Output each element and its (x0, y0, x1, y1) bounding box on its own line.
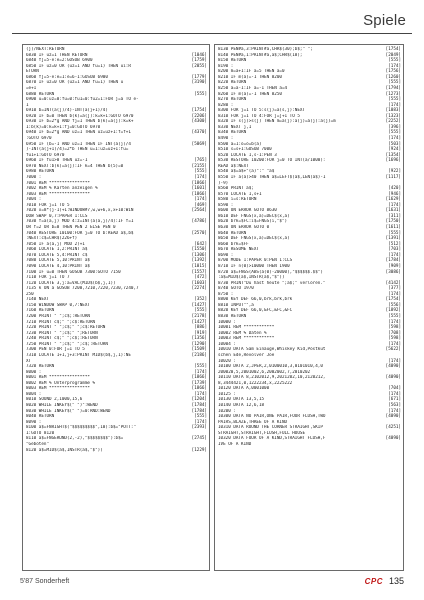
checksum: [1750] (385, 219, 401, 225)
code-text: READ a$:NEXT (218, 163, 249, 169)
checksum: [2745] (191, 436, 207, 442)
listing-line (26, 448, 207, 454)
code-text: :NEXT:c$=CHR$(226+f) (26, 236, 78, 242)
code-text: 10130 DATA 13,5,15 (218, 397, 265, 403)
checksum: [4090] (385, 364, 401, 370)
checksum: [4142] (385, 280, 401, 286)
checksum: [1794] (385, 85, 401, 91)
code-text: 8590 : (218, 202, 234, 208)
code-text: 1:GOTO 8120 (26, 430, 55, 436)
checksum: [174] (388, 102, 401, 108)
code-text: 8150 RETURN (218, 58, 247, 64)
checksum: [924] (388, 147, 401, 153)
checksum: [2393] (191, 425, 207, 431)
code-text: 1:b(k)=0:k=k+1:fj=0:GOTO 6970 (26, 124, 101, 130)
code-text: 8820 KEY DEF 66,0,&FC,&FC,&FC (218, 308, 293, 314)
checksum: [556] (388, 302, 401, 308)
code-text: 8700 MODE 1:PAPER 0:PEN 1:CLS (218, 258, 293, 264)
code-text: 6920 IF b=0 THEN b(k)=a(j):k=k+1:GOTO 6970 (26, 113, 134, 119)
code-text: 8220 RETURN (218, 80, 247, 86)
code-text: 8740 GOTO 1970 (218, 286, 254, 292)
code-text: 8310 FOR j=1 TO 4:FOR j=j+1 TO 5 (218, 113, 300, 119)
code-text: 8830 RETURN (218, 314, 247, 319)
checksum: [919] (194, 330, 207, 336)
code-text: 7050 IF a(a,j) MOD 2)+1 (26, 241, 85, 247)
code-text: 7080 LOCATE 5,10:PRINT a$ (26, 258, 90, 264)
listing-lines-right (215, 45, 403, 448)
code-text: 8620 brk=$FC:i$=FNGS(i,"$") (218, 219, 288, 225)
code-text: 7200 PRINT " ";c$;:RETURN (26, 314, 90, 319)
page-number: 135 (388, 576, 404, 586)
checksum: [174] (388, 252, 401, 258)
checksum: [1784] (191, 408, 207, 414)
code-text: 6860 fj=5-e:e=1:e=6-1:GOSUB 6900 (26, 74, 108, 80)
code-text: 10125 : (218, 391, 236, 397)
code-text: 10004 : (218, 341, 236, 347)
code-text: 7250 PRINT " ";c$;" ";c$;:RETURN (26, 341, 108, 347)
code-text: 200020,5,2001002,6,2002002,7,2010202 (218, 369, 311, 375)
code-text: 7020 x=8*(j-1)+1:WINDOW#7,w,w+6,x,x+10:WIN (26, 208, 134, 214)
checksum: [472] (194, 275, 207, 281)
code-text: 7300 PEN 0:FOR j=1 TO 5 (26, 347, 85, 353)
footer-right-group (365, 576, 404, 586)
checksum: [2206] (191, 113, 207, 119)
code-text: 8810 INPUT"",a (218, 302, 254, 308)
code-text: 7220 PRINT " ";c$;" ";c$:RETURN (26, 325, 106, 331)
code-text: 8340 RETURN (218, 130, 247, 136)
checksum: [555] (388, 230, 401, 236)
checksum: [420] (388, 186, 401, 192)
code-text: 8260 IF m(a)=-1 THEN 8250 (218, 91, 282, 97)
page-section-title: Spiele (363, 12, 406, 29)
code-text: 8610 DEF FNGS(x,a)=DEC$(x,a) (218, 213, 290, 219)
code-text: 7240 PRINT c$;" ";c$;:RETURN (26, 336, 98, 342)
checksum: [1083] (385, 108, 401, 114)
code-text: :GOTO 6970 (26, 136, 52, 141)
code-text: 7310 LOCATE 1+1,j+3:PRINT MID$(b$,j,1):NE (26, 352, 131, 358)
code-text: 6870 IF uz=0 OR (uz=1 AND fu=1) THEN u (26, 80, 124, 86)
code-text: 10320 DATA FOUR OF A KIND,STRAIGHT FLUSH,F (218, 436, 326, 442)
code-text: 7001 REM **************** (26, 180, 90, 186)
code-text: 10010 DATA Sam Einauge,Whiskey Kid,Postkut (218, 347, 326, 353)
checksum: [671] (388, 397, 401, 403)
checksum: [946] (388, 191, 401, 197)
code-text: 8640 RETURN (218, 230, 247, 236)
code-text: 8130 PEN#a,3:PRINT#a,CHR$(30);b$;" "; (218, 47, 313, 52)
checksum: [1754] (385, 47, 401, 52)
code-text: STRAIGHT,STRAIGHT,FLUSH,FULL HOUSE (218, 430, 305, 436)
checksum: [1323] (385, 113, 401, 119)
code-text: 7070 LOCATE 5,4:PRINT c$ (26, 252, 88, 258)
code-text: 8730 PRINT"Du hast heute ";a$;" verloren." (218, 280, 326, 286)
checksum: [1892] (385, 308, 401, 314)
code-text: 7040 RESTORE 10100:FOR j=0 TO b:READ a$,b$ (26, 230, 134, 236)
code-text: (j)/NEXT:RETURN (26, 47, 65, 52)
checksum: [1117] (385, 174, 401, 180)
checksum: [1866] (191, 191, 207, 197)
checksum: [174] (194, 391, 207, 397)
checksum: [922] (388, 169, 401, 175)
checksum: [1392] (191, 258, 207, 264)
code-text: 7060 LOCATE 1,2:PRINT a$ (26, 247, 88, 253)
checksum: [1696] (385, 158, 401, 164)
code-text: 8300 FOR j=1 TO 5:s(j)=a(s,j):NEXT (218, 108, 305, 114)
code-text: 10100 DATA 2,JPER,2,0100010,3,0101010,4,0 (218, 364, 323, 370)
checksum: [4090] (385, 436, 401, 442)
code-text: 7090 LOCATE 4,10:PRINT a$ (26, 263, 90, 269)
checksum: [1611] (385, 225, 401, 230)
checksum: [503] (388, 141, 401, 147)
code-text: 8010 SOUND 2,1000,15,6 (26, 397, 83, 403)
checksum: [1509] (191, 347, 207, 353)
code-text: 6840 fj=5-e:e=2:GOSUB 6900 (26, 58, 93, 64)
checksum: [1866] (191, 180, 207, 186)
code-text: 8210 IF m(a)=-1 THEN 8200 (218, 74, 282, 80)
checksum: [1631] (385, 208, 401, 214)
code-text: 10200 : (218, 408, 236, 414)
code-text: 10003 REM ************ (218, 336, 275, 342)
code-text: 8110 a$=FNGERUND(2,-2),"$$$$$$$$"):b$= (26, 436, 124, 442)
code-text: 8090 : (26, 419, 42, 425)
checksum: [5622] (385, 347, 401, 353)
checksum: [2049] (385, 52, 401, 58)
checksum: [909] (388, 263, 401, 269)
code-text: 8670 RESUME NEXT (218, 247, 259, 253)
checksum: [174] (388, 341, 401, 347)
header-rule (12, 33, 412, 34)
code-text: )-INT(a(j+1)/4)=2*b THEN u=1:uz=uz+1:fu= (26, 147, 129, 153)
code-text: 7135 k ON a GOSUB 7200,7210,7220,7230,7240,7 (26, 286, 139, 292)
checksum: [555] (194, 91, 207, 97)
checksum: [1046] (191, 52, 207, 58)
checksum: [1354] (385, 152, 401, 158)
checksum: [4300] (191, 119, 207, 125)
code-text: XT (26, 358, 32, 364)
code-text: 8750 : (218, 291, 234, 297)
code-text: 8030 WHILE INKEY$(" ")=0:RND:WEND (26, 408, 111, 414)
code-text: 6850 IF uz=0 OR (uz=1 AND fu=1) THEN ui:R (26, 63, 131, 69)
checksum: [555] (388, 314, 401, 319)
magazine-logo: CPC (364, 576, 383, 586)
checksum: [4090] (385, 414, 401, 420)
checksum: [4370] (191, 130, 207, 136)
code-text: 8270 RETURN (218, 97, 247, 103)
code-text: PAIRS,BLAZE,THREE OF A KIND (218, 419, 288, 425)
code-text: OR f=2 OR b=0 THEN PEN 2 ELSE PEN 0 (26, 225, 116, 230)
code-text: ETURN (26, 69, 39, 75)
checksum: [2274] (191, 286, 207, 292)
code-text: 7110 FOR j=1 TO 7 (26, 275, 70, 281)
code-text: 8660 brk=$FF (218, 241, 249, 247)
listing-line (218, 442, 401, 448)
code-text: 10002 REM % Daten % (218, 330, 267, 336)
checksum: [377] (388, 286, 401, 292)
checksum: [469] (194, 202, 207, 208)
code-text: 8120 a$=MID$(a$,INSTR(a$,"$")) (26, 447, 103, 453)
code-text: 8500 a=1:o=o=b(a) (218, 141, 262, 147)
checksum: [174] (194, 174, 207, 180)
checksum: [555] (388, 97, 401, 103)
code-text: 8190 : (218, 63, 234, 69)
checksum: [1784] (191, 403, 207, 408)
code-text: 8020 WHILE INKEY$(" ")":WEND (26, 403, 98, 408)
code-text: 8004 : (26, 391, 42, 397)
checksum: [1557] (191, 269, 207, 275)
checksum: [1204] (191, 397, 207, 403)
checksum: [4090] (385, 375, 401, 381)
checksum: [174] (194, 419, 207, 425)
code-text: 7030 f=a(a,j) MOD 4:z=INT(a(a,j)/4):IF f=1 (26, 219, 134, 225)
code-text: 8040 RETURN (26, 414, 55, 420)
checksum: [2055] (191, 63, 207, 69)
code-text: 8280 : (218, 102, 234, 108)
code-text: "Geboten" (26, 441, 50, 447)
code-text: 8630 ON ERROR GOTO 0 (218, 225, 270, 230)
code-text: 8510 s=s+1:GOSUB 7000 (218, 147, 272, 153)
code-text: 8800 KEY DEF 66,0,brk,brk,brk (218, 297, 293, 303)
code-text: 7004 : (26, 197, 42, 203)
checksum: [3086] (385, 269, 401, 275)
checksum: [1754] (385, 297, 401, 303)
code-text: 8003 REM **************** (26, 386, 90, 392)
checksum: [4251] (385, 425, 401, 431)
checksum: [2178] (191, 314, 207, 319)
code-text: 10310 DATA ROUND THE CORNER STRAIGHT,SKIP (218, 425, 323, 431)
code-text: 6930 IF b=2*g AND fj=1 THEN b(k)=a(j):k=k+ (26, 119, 134, 125)
checksum: [555] (194, 169, 207, 175)
code-text: 7010 FOR j=1 TO 5 (26, 202, 70, 208)
checksum: [2186] (191, 352, 207, 358)
code-text: 10110 DATA 8,2102012,9,2021202,10,2120212, (218, 375, 326, 381)
checksum: [174] (388, 358, 401, 364)
code-text: 7100 IF u=0 THEN GOSUB 7300:GOTO 7150 (26, 269, 121, 275)
checksum: [1290] (191, 341, 207, 347)
code-text: 8002 REM % Unterprogramme % (26, 380, 96, 386)
checksum: [1356] (191, 336, 207, 342)
code-text: 6830 IF uz=1 THEN RETURN (26, 52, 88, 58)
checksum: [555] (194, 364, 207, 370)
checksum: [1601] (191, 186, 207, 192)
code-text: 8690 : (218, 252, 234, 258)
checksum: [174] (194, 197, 207, 203)
checksum: [352] (194, 297, 207, 303)
checksum: [1260] (385, 74, 401, 80)
checksum: [1015] (191, 263, 207, 269)
checksum: [174] (388, 291, 401, 297)
code-text: schen Ede,Revolver Joe (218, 352, 275, 358)
code-text: =e+1 (26, 85, 37, 91)
code-text: 8520 LOCATE 1,s-1:PEN 3 (218, 152, 277, 158)
code-text: 250 (26, 291, 34, 297)
code-text: 7003 REM **************** (26, 191, 90, 197)
code-text: 7120 LOCATE 3,j:a=VAL(MID$(b$,j,1)) (26, 280, 116, 286)
code-text: 8320 IF s(j)>s(j) THEN m=a(j):a(j)=a(j):a(j)=m (218, 119, 336, 125)
code-text: IVE OF A KIND (218, 441, 252, 447)
checksum: [555] (388, 130, 401, 136)
code-text: 10000 : (218, 319, 236, 325)
code-text: 7160 RETURN (26, 308, 55, 314)
checksum: [555] (388, 58, 401, 64)
code-text: 8570 LOCATE 1,s+1 (218, 191, 262, 197)
code-text: 6960 IF fu1>0 THEN uz=-1 (26, 158, 88, 164)
code-text: 8000 : (26, 369, 42, 375)
listing-column-right (214, 44, 404, 571)
checksum: [4786] (191, 219, 207, 225)
checksum: [5069] (191, 141, 207, 147)
code-text: 10120 DATA A,0001000 (218, 386, 270, 392)
code-text: 10001 REM ************ (218, 325, 275, 331)
checksum: [1754] (191, 108, 207, 114)
checksum: [2155] (191, 163, 207, 169)
code-text: 6880 RETURN (26, 91, 55, 97)
code-text: 8,3444421,0,1222234,x,2225222 (218, 380, 293, 386)
checksum: [765] (194, 158, 207, 164)
checksum: [1739] (191, 380, 207, 386)
checksum: [2252] (385, 119, 401, 125)
code-text: )-9) (218, 180, 229, 186)
checksum: [598] (388, 325, 401, 331)
code-text: 10020 : (218, 358, 236, 364)
checksum: [1784] (385, 258, 401, 264)
checksum: [555] (194, 414, 207, 420)
checksum: [3190] (191, 80, 207, 86)
code-text: 8001 REM **************** (26, 375, 90, 381)
code-text: 8200 m=a+1:IF a=5 THEN a=0 (218, 69, 285, 75)
checksum: [703] (388, 247, 401, 253)
checksum: [311] (388, 213, 401, 219)
footer-issue-label: 5'87 Sonderheft (20, 578, 70, 585)
checksum: [174] (388, 136, 401, 141)
listing-lines-left (23, 45, 209, 453)
listing-column-left (22, 44, 210, 571)
checksum: [174] (388, 63, 401, 69)
code-text: :a$=MID$(a$,INSTR(a$,"$")) (218, 275, 285, 281)
code-text: 8540 a$=a$+"(a)":" "a$ (218, 169, 275, 175)
code-text: 8100 a$=FNRIGHT$("$$$$$$$$$",10):b$="POTT:" (26, 425, 137, 431)
checksum: [598] (388, 336, 401, 342)
code-text: 8650 DEF FNGS(x,a)=DEC$(x,a) (218, 236, 290, 242)
checksum: [1756] (385, 69, 401, 75)
checksum: [563] (388, 403, 401, 408)
checksum: [2570] (191, 230, 207, 236)
code-text: fu1+1:GOTO 6970 (26, 152, 65, 158)
checksum: [886] (194, 325, 207, 331)
checksum: [1427] (191, 319, 207, 325)
code-text: 6940 IF b=2*g AND uz=1 THEN uz=uz+1:f=f+1 (26, 130, 131, 136)
checksum: [174] (388, 391, 401, 397)
checksum: [704] (388, 386, 401, 392)
code-text: 8710 IF n(0)>10000 THEN 1900 (218, 263, 290, 269)
code-text: 6950 IF (b=-1 AND uz=1 THEN IF INT(a(j)/4 (26, 141, 131, 147)
code-text: 6910 b=INT(a(j)/4)-INT(a(j+1)/4) (26, 108, 108, 114)
checksum: [174] (194, 369, 207, 375)
checksum: [174] (388, 319, 401, 325)
checksum: [2564] (191, 208, 207, 214)
checksum: [1866] (191, 386, 207, 392)
checksum: [512] (388, 241, 401, 247)
checksum: [174] (388, 202, 401, 208)
checksum: [1779] (191, 74, 207, 80)
code-text: 7320 RETURN (26, 364, 55, 370)
code-text: 7002 REM % Karten anzeigen % (26, 186, 98, 192)
checksum: [555] (194, 308, 207, 314)
checksum: [642] (194, 241, 207, 247)
code-text: 8600 ON ERROR GOTO 8630 (218, 208, 277, 214)
code-text: 1 (26, 102, 29, 108)
checksum: [1629] (385, 197, 401, 203)
code-text: 7230 PRINT " ";c$;" ";RETURN (26, 330, 98, 336)
code-text: 10300 DATA NO PAIR,ONE PAIR,FOUR FLUSH,TWO (218, 414, 326, 420)
checksum: [1427] (191, 302, 207, 308)
checksum: [708] (388, 330, 401, 336)
checksum: [174] (388, 408, 401, 414)
checksum: [1306] (191, 252, 207, 258)
checksum: [1391] (385, 236, 401, 242)
code-text: 8550 IF a(a)>40 THEN a$=LEFT$(a$,LEN(a$)-1 (218, 174, 326, 180)
code-text: 8560 PRINT a$; (218, 186, 254, 192)
checksum: [396] (388, 124, 401, 130)
code-text: 6970 NEXT:b(k)=a(j):IF k=4 THEN b(5)=0 (26, 163, 124, 169)
code-text: 6980 RETURN (26, 169, 55, 175)
checksum: [1866] (191, 375, 207, 381)
code-text: 7000 : (26, 174, 42, 180)
code-text: 7150 WINDOW SWAP 0,7:NEXT (26, 302, 90, 308)
code-text: 8490 : (218, 136, 234, 141)
checksum: [1759] (191, 58, 207, 64)
checksum: [1550] (191, 247, 207, 253)
code-text: 8250 a=a-1:IF a=-1 THEN a=4 (218, 85, 288, 91)
checksum: [1603] (191, 280, 207, 286)
code-text: 7140 NEXT (26, 297, 50, 303)
checksum: [1229] (191, 447, 207, 453)
code-text: DOW SWAP 0,7:PAPER 1:CLS (26, 213, 88, 219)
code-text: 7210 PRINT c$;" ";c$:RETURN (26, 319, 96, 325)
code-text: 8720 a$=FNGS(ABS(a(0)-20000),"$$$$$$.$$") (218, 269, 323, 275)
page-footer (20, 578, 404, 590)
code-text: 8330 NEXT j,1 (218, 124, 252, 130)
code-text: 8140 PEN#a,1:PRINT#a,a$;CHR$(18); (218, 52, 303, 58)
code-text: 10140 DATA 12,6,18 (218, 403, 265, 408)
code-text: 6900 u=0:uz=0:fu=0:fu1=0:fu2=1:FOR j=a TO e- (26, 97, 139, 103)
code-text: 8530 RESTORE 10200:FOR j=0 TO INT(a/1000): (218, 158, 326, 164)
code-text: 8580 i=s:RETURN (218, 197, 257, 203)
checksum: [555] (388, 80, 401, 86)
checksum: [1273] (385, 91, 401, 97)
